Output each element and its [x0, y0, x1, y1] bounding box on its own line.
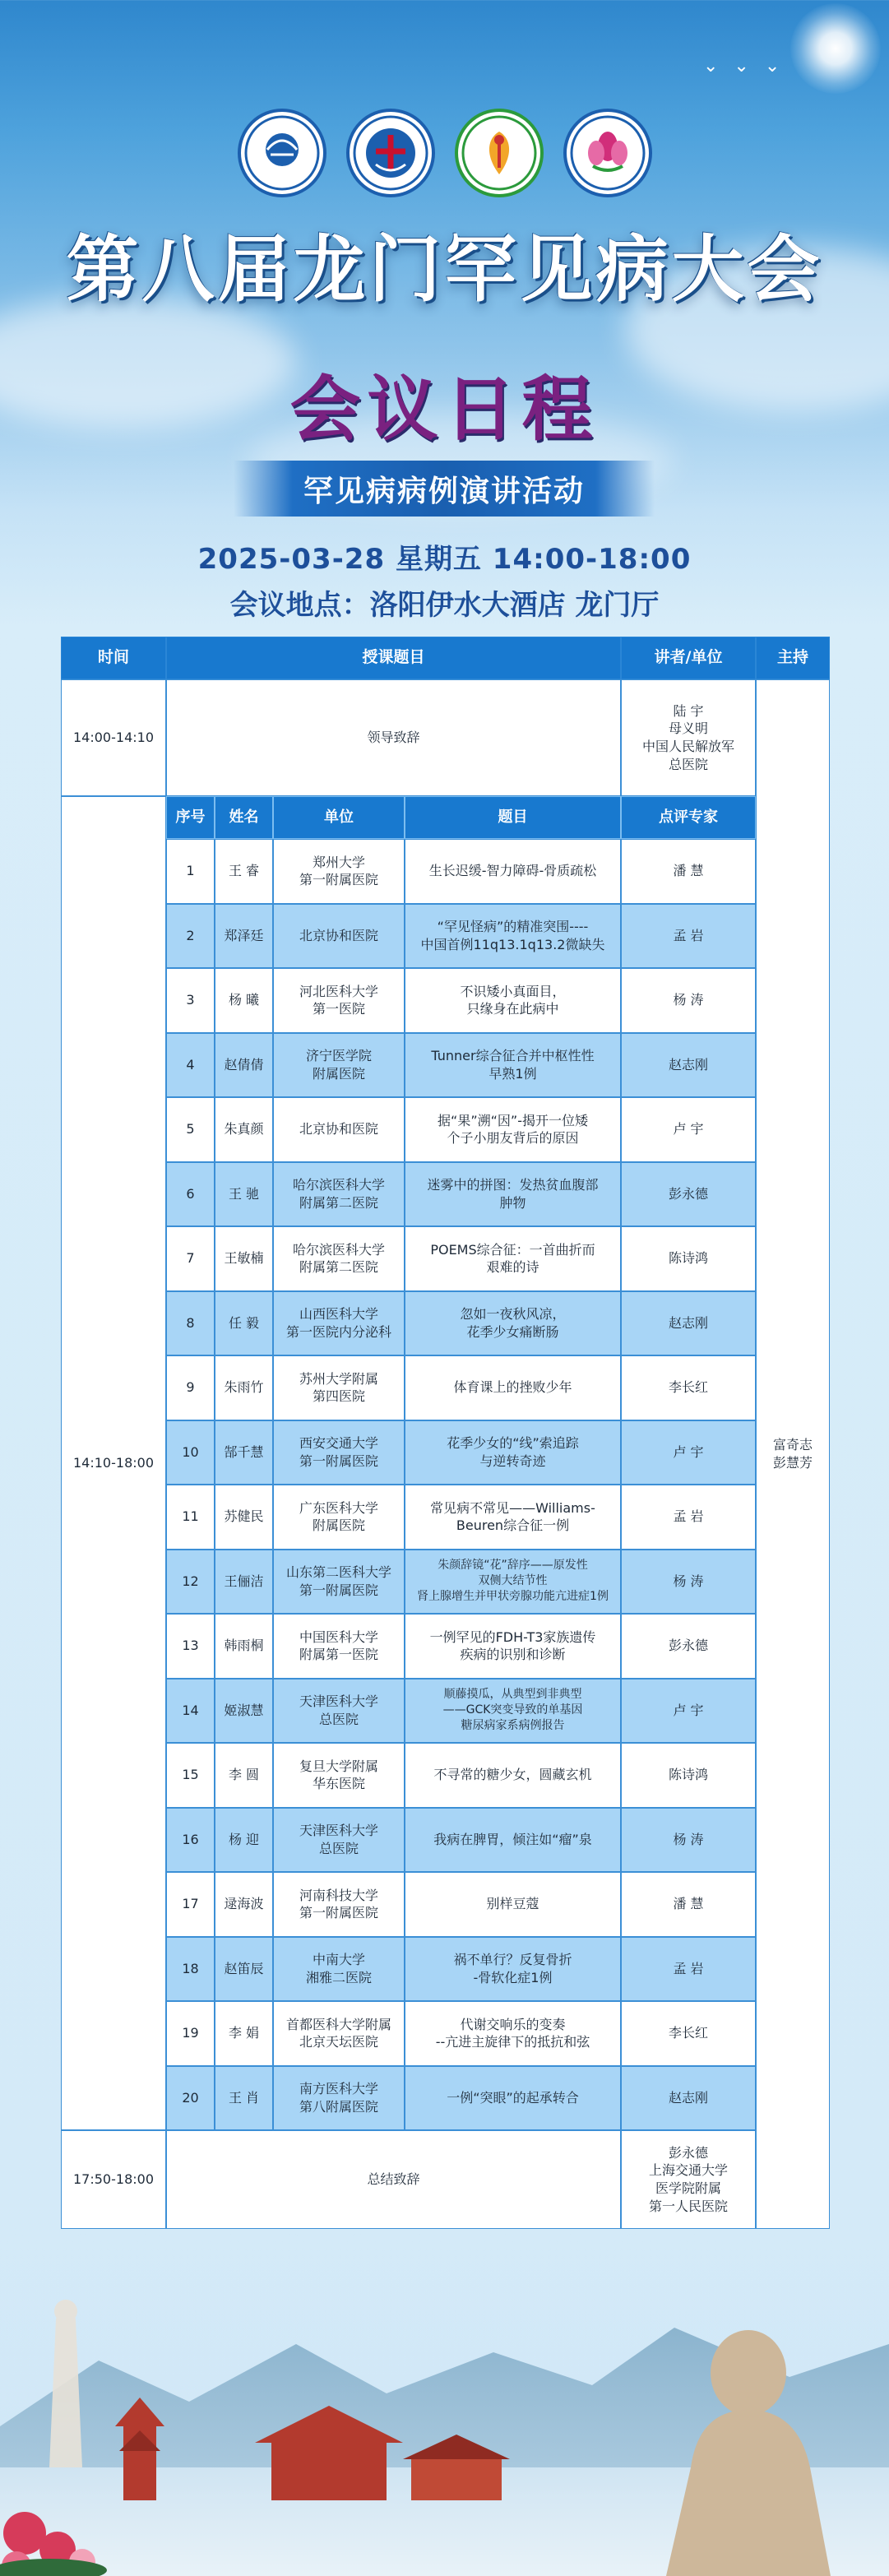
talk-speaker-name: 杨 迎: [215, 1808, 273, 1873]
talk-unit: 河北医科大学 第一医院: [273, 968, 405, 1033]
talk-speaker-name: 王俪洁: [215, 1550, 273, 1615]
talk-title: 常见病不常见——Williams- Beuren综合征一例: [405, 1485, 621, 1550]
header-speaker: 讲者/单位: [621, 637, 756, 679]
talk-expert: 彭永德: [621, 1162, 756, 1227]
talk-title: 我病在脾胃，倾注如“瘤”泉: [405, 1808, 621, 1873]
talk-unit: 哈尔滨医科大学 附属第二医院: [273, 1162, 405, 1227]
schedule-table: [61, 637, 830, 2229]
talk-speaker-name: 王 驰: [215, 1162, 273, 1227]
talk-title: “罕见怪病”的精准突围---- 中国首例11q13.1q13.2微缺失: [405, 904, 621, 969]
activity-banner-text: 罕见病病例演讲活动: [303, 474, 585, 508]
talk-expert: 赵志刚: [621, 1033, 756, 1098]
talk-number: 10: [166, 1420, 215, 1485]
talk-title: 朱颜辞镜“花”辞序——原发性 双侧大结节性 肾上腺增生并甲状旁腺功能亢进症1例: [405, 1550, 621, 1615]
talk-number: 5: [166, 1097, 215, 1162]
closing-speaker: 彭永德 上海交通大学 医学院附属 第一人民医院: [621, 2130, 756, 2229]
talk-speaker-name: 赵倩倩: [215, 1033, 273, 1098]
subheader-expert: 点评专家: [621, 796, 756, 839]
talk-title: 一例“突眼”的起承转合: [405, 2066, 621, 2131]
talk-unit: 南方医科大学 第八附属医院: [273, 2066, 405, 2131]
talk-speaker-name: 姬淑慧: [215, 1679, 273, 1744]
talk-number: 14: [166, 1679, 215, 1744]
talk-title: 不寻常的糖少女，圆藏玄机: [405, 1743, 621, 1808]
talk-title: 代谢交响乐的变奏 --亢进主旋律下的抵抗和弦: [405, 2001, 621, 2066]
talk-expert: 陈诗鸿: [621, 1226, 756, 1291]
talk-number: 16: [166, 1808, 215, 1873]
talk-speaker-name: 赵笛辰: [215, 1937, 273, 2002]
talk-expert: 潘 慧: [621, 839, 756, 904]
talk-expert: 李长红: [621, 1355, 756, 1420]
scenery-footer: [0, 2221, 889, 2576]
closing-time: 17:50-18:00: [61, 2130, 166, 2229]
date-line: 2025-03-28 星期五 14:00-18:00: [197, 543, 692, 576]
talk-title: 顺藤摸瓜，从典型到非典型 ——GCK突变导致的单基因 糖尿病家系病例报告: [405, 1679, 621, 1744]
zhengzhou-univ-hospital-logo: [346, 109, 435, 197]
talk-title: POEMS综合征：一首曲折而 艰难的诗: [405, 1226, 621, 1291]
talk-title: 一例罕见的FDH-T3家族遗传 疾病的识别和诊断: [405, 1614, 621, 1679]
talk-number: 19: [166, 2001, 215, 2066]
talk-unit: 天津医科大学 总医院: [273, 1679, 405, 1744]
talk-expert: 杨 涛: [621, 968, 756, 1033]
subheader-unit: 单位: [273, 796, 405, 839]
talk-expert: 赵志刚: [621, 1291, 756, 1356]
talk-unit: 山东第二医科大学 第一附属医院: [273, 1550, 405, 1615]
opening-time: 14:00-14:10: [61, 679, 166, 796]
talk-speaker-name: 王 肖: [215, 2066, 273, 2131]
talk-expert: 杨 涛: [621, 1550, 756, 1615]
talk-number: 20: [166, 2066, 215, 2131]
talk-title: 迷雾中的拼图：发热贫血腹部 肿物: [405, 1162, 621, 1227]
talk-title: 生长迟缓-智力障碍-骨质疏松: [405, 839, 621, 904]
venue-line: 会议地点：洛阳伊水大酒店 龙门厅: [229, 589, 660, 622]
talk-expert: 孟 岩: [621, 904, 756, 969]
talk-title: 不识矮小真面目， 只缘身在此病中: [405, 968, 621, 1033]
talk-speaker-name: 郑泽廷: [215, 904, 273, 969]
talk-title: Tunner综合征合并中枢性性 早熟1例: [405, 1033, 621, 1098]
event-title: 第八届龙门罕见病大会: [66, 226, 823, 312]
talk-title: 别样豆蔻: [405, 1872, 621, 1937]
talk-title: 体育课上的挫败少年: [405, 1355, 621, 1420]
talk-expert: 李长红: [621, 2001, 756, 2066]
talk-number: 11: [166, 1485, 215, 1550]
talk-speaker-name: 朱真颜: [215, 1097, 273, 1162]
talk-expert: 陈诗鸿: [621, 1743, 756, 1808]
talk-unit: 苏州大学附属 第四医院: [273, 1355, 405, 1420]
talk-number: 8: [166, 1291, 215, 1356]
talk-expert: 彭永德: [621, 1614, 756, 1679]
talk-expert: 潘 慧: [621, 1872, 756, 1937]
talk-number: 7: [166, 1226, 215, 1291]
session-time: 14:10-18:00: [61, 796, 166, 2130]
talk-title: 忽如一夜秋风凉， 花季少女痛断肠: [405, 1291, 621, 1356]
talk-expert: 孟 岩: [621, 1937, 756, 2002]
talk-speaker-name: 韩雨桐: [215, 1614, 273, 1679]
activity-banner: [234, 461, 655, 517]
opening-speaker: 陆 宇 母义明 中国人民解放军 总医院: [621, 679, 756, 796]
talk-number: 17: [166, 1872, 215, 1937]
talk-speaker-name: 郜千慧: [215, 1420, 273, 1485]
talk-expert: 卢 宇: [621, 1420, 756, 1485]
session-host: 富奇志 彭慧芳: [756, 679, 830, 2229]
talk-unit: 中国医科大学 附属第一医院: [273, 1614, 405, 1679]
talk-unit: 哈尔滨医科大学 附属第二医院: [273, 1226, 405, 1291]
talk-speaker-name: 朱雨竹: [215, 1355, 273, 1420]
talk-title: 祸不单行？反复骨折 -骨软化症1例: [405, 1937, 621, 2002]
talk-number: 9: [166, 1355, 215, 1420]
talk-expert: 卢 宇: [621, 1097, 756, 1162]
talk-unit: 山西医科大学 第一医院内分泌科: [273, 1291, 405, 1356]
talk-number: 6: [166, 1162, 215, 1227]
header-topic: 授课题目: [166, 637, 621, 679]
talk-unit: 西安交通大学 第一附属医院: [273, 1420, 405, 1485]
talk-number: 4: [166, 1033, 215, 1098]
luoyang-logo: [455, 109, 544, 197]
sun-glow: [790, 3, 881, 94]
talk-speaker-name: 任 毅: [215, 1291, 273, 1356]
talk-unit: 河南科技大学 第一附属医院: [273, 1872, 405, 1937]
talk-unit: 中南大学 湘雅二医院: [273, 1937, 405, 2002]
talk-number: 13: [166, 1614, 215, 1679]
subheader-name: 姓名: [215, 796, 273, 839]
talk-unit: 广东医科大学 附属医院: [273, 1485, 405, 1550]
header-time: 时间: [61, 637, 166, 679]
talk-unit: 郑州大学 第一附属医院: [273, 839, 405, 904]
talk-speaker-name: 王敏楠: [215, 1226, 273, 1291]
talk-speaker-name: 苏健民: [215, 1485, 273, 1550]
talk-expert: 孟 岩: [621, 1485, 756, 1550]
talk-number: 3: [166, 968, 215, 1033]
talk-number: 15: [166, 1743, 215, 1808]
talk-speaker-name: 杨 曦: [215, 968, 273, 1033]
talk-expert: 赵志刚: [621, 2066, 756, 2131]
subheader-no: 序号: [166, 796, 215, 839]
cnha-logo: [238, 109, 326, 197]
talk-number: 18: [166, 1937, 215, 2002]
opening-topic: 领导致辞: [166, 679, 621, 796]
schedule-title: 会议日程: [289, 368, 600, 451]
talk-speaker-name: 王 睿: [215, 839, 273, 904]
talk-unit: 天津医科大学 总医院: [273, 1808, 405, 1873]
talk-expert: 杨 涛: [621, 1808, 756, 1873]
logo-row: [0, 109, 889, 197]
talk-unit: 复旦大学附属 华东医院: [273, 1743, 405, 1808]
talk-unit: 首都医科大学附属 北京天坛医院: [273, 2001, 405, 2066]
talk-number: 2: [166, 904, 215, 969]
talk-unit: 济宁医学院 附属医院: [273, 1033, 405, 1098]
talk-expert: 卢 宇: [621, 1679, 756, 1744]
birds-decoration: ⌄ ⌄ ⌄: [703, 56, 785, 76]
closing-topic: 总结致辞: [166, 2130, 621, 2229]
talk-title: 花季少女的“线”索追踪 与逆转奇迹: [405, 1420, 621, 1485]
subheader-title: 题目: [405, 796, 621, 839]
talk-title: 据“果”溯“因”-揭开一位矮 个子小朋友背后的原因: [405, 1097, 621, 1162]
talk-speaker-name: 李 娟: [215, 2001, 273, 2066]
header-host: 主持: [756, 637, 830, 679]
talk-unit: 北京协和医院: [273, 904, 405, 969]
talk-number: 1: [166, 839, 215, 904]
henan-rare-disease-logo: [563, 109, 652, 197]
talk-speaker-name: 李 圆: [215, 1743, 273, 1808]
talk-unit: 北京协和医院: [273, 1097, 405, 1162]
talk-number: 12: [166, 1550, 215, 1615]
talk-speaker-name: 逯海波: [215, 1872, 273, 1937]
